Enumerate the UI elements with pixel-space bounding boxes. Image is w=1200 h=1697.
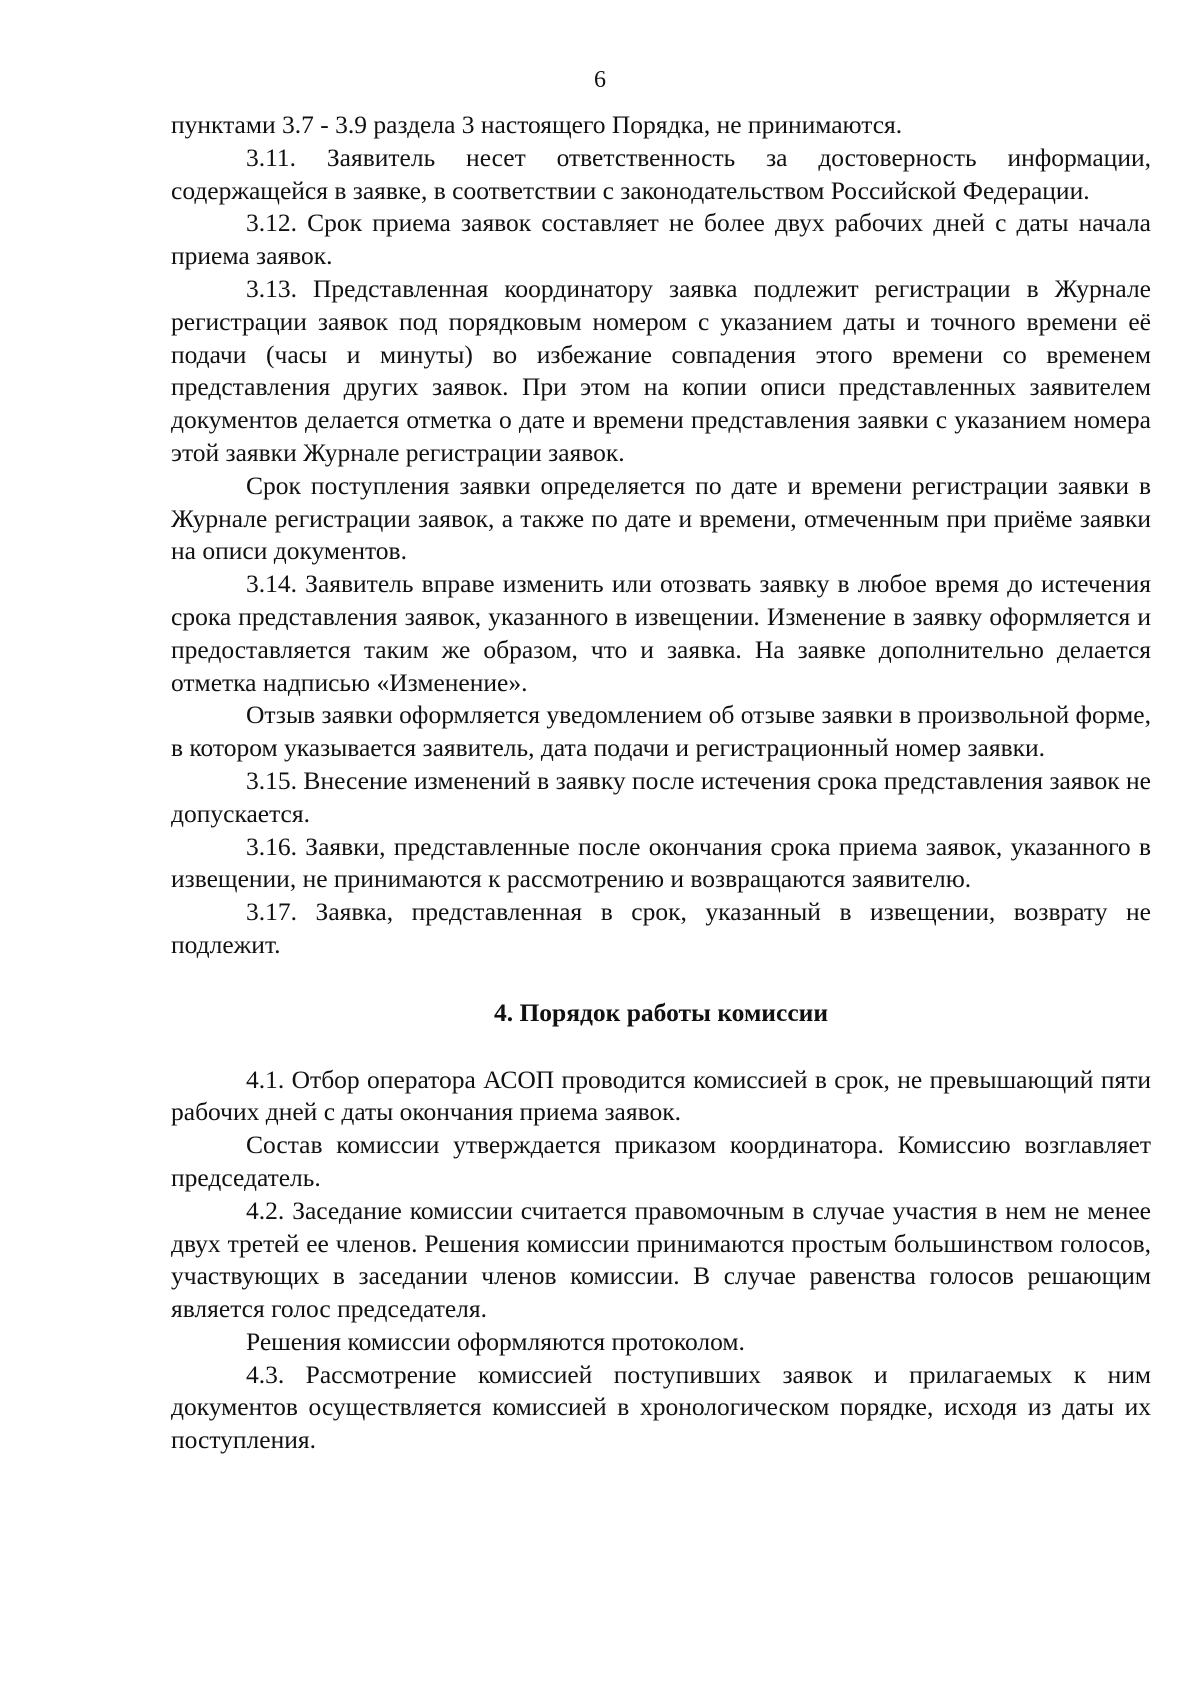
paragraph-4-3: 4.3. Рассмотрение комиссией поступивших заявок и прилагаемых к ним документов осуществляется комиссией в хронологическом порядке, исходя из даты их поступления.	[171, 1359, 1151, 1455]
paragraph-3-15: 3.15. Внесение изменений в заявку после истечения срока представления заявок не допускается.	[171, 765, 1151, 828]
document-body	[171, 109, 1151, 1457]
paragraph-3-14-withdrawal: Отзыв заявки оформляется уведомлением об отзыве заявки в произвольной форме, в котором указывается заявитель, дата подачи и регистрационный номер заявки.	[171, 700, 1151, 763]
paragraph-4-2: 4.2. Заседание комиссии считается правомочным в случае участия в нем не менее двух третей ее членов. Решения комиссии принимаются простым большинством голосов, участвующих в заседании членов комиссии. В случае равенства голосов решающим является голос председателя.	[171, 1195, 1151, 1324]
paragraph-3-13: 3.13. Представленная координатору заявка подлежит регистрации в Журнале регистрации заявок под порядковым номером с указанием даты и точного времени её подачи (часы и минуты) во избежание совпадения этого времени со временем представления других заявок. При этом на копии описи представленных заявителем документов делается отметка о дате и времени представления заявки с указанием номера этой заявки Журнале регистрации заявок.	[171, 273, 1151, 467]
paragraph-3-13-deadline: Срок поступления заявки определяется по дате и времени регистрации заявки в Журнале регистрации заявок, а также по дате и времени, отмеченным при приёме заявки на описи документов.	[171, 470, 1151, 566]
paragraph-3-12: 3.12. Срок приема заявок составляет не более двух рабочих дней с даты начала приема заявок.	[171, 208, 1151, 271]
paragraph-4-1-composition: Состав комиссии утверждается приказом координатора. Комиссию возглавляет председатель.	[171, 1130, 1151, 1192]
paragraph-3-14: 3.14. Заявитель вправе изменить или отозвать заявку в любое время до истечения срока представления заявок, указанного в извещении. Изменение в заявку оформляется и предоставляется таким же образом, что и заявка. На заявке дополнительно делается отметка надписью «Изменение».	[171, 569, 1151, 697]
page-number: 6	[594, 67, 606, 93]
paragraph-4-1: 4.1. Отбор оператора АСОП проводится комиссией в срок, не превышающий пяти рабочих дней с даты окончания приема заявок.	[171, 1064, 1151, 1127]
paragraph-continuation: пунктами 3.7 - 3.9 раздела 3 настоящего Порядка, не принимаются.	[171, 110, 903, 139]
paragraph-3-17: 3.17. Заявка, представленная в срок, указанный в извещении, возврату не подлежит.	[171, 897, 1151, 959]
paragraph-3-16: 3.16. Заявки, представленные после окончания срока приема заявок, указанного в извещении, не принимаются к рассмотрению и возвращаются заявителю.	[171, 831, 1151, 894]
paragraph-4-2-protocol: Решения комиссии оформляются протоколом.	[246, 1326, 745, 1356]
section-heading-4: 4. Порядок работы комиссии	[493, 997, 829, 1027]
paragraph-3-11: 3.11. Заявитель несет ответственность за достоверность информации, содержащейся в заявке, в соответствии с законодательством Российской Федерации.	[171, 142, 1151, 205]
